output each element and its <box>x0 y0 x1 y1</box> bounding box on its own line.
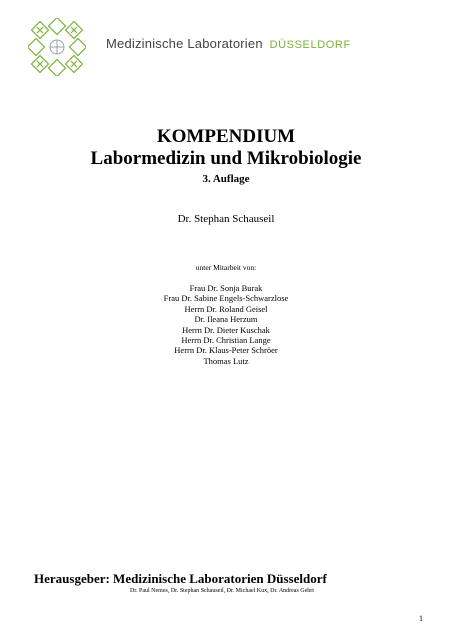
collaborator-name: Herrn Dr. Klaus-Peter Schröer <box>174 345 278 356</box>
author-name: Dr. Stephan Schauseil <box>177 213 275 225</box>
collaborator-name: Herrn Dr. Roland Geisel <box>184 303 268 314</box>
document-header <box>28 18 408 76</box>
collaborator-name: Frau Dr. Sonja Burak <box>189 283 263 293</box>
collaboration-label: unter Mitarbeit von: <box>195 263 257 272</box>
document-subtitle: Labormedizin und Mikrobiologie <box>90 148 362 169</box>
lab-name-text: Medizinische Laboratorien <box>106 36 263 51</box>
collaborator-name: Herrn Dr. Christian Lange <box>181 335 271 346</box>
publisher-title: Herausgeber: Medizinische Laboratorien Düsseldorf <box>34 571 327 586</box>
editors-list: Dr. Paul Nemes, Dr. Stephan Schauseil, Dr. Michael Kux, Dr. Andreas Gehrt <box>130 588 314 594</box>
collaborator-list <box>0 283 452 366</box>
page-number: 1 <box>419 614 423 623</box>
title-block <box>0 126 452 185</box>
collaborator-name: Thomas Lutz <box>203 355 249 366</box>
collaborator-name: Herrn Dr. Dieter Kuschak <box>182 324 270 335</box>
lab-name <box>106 36 351 51</box>
edition-label: 3. Auflage <box>202 173 250 185</box>
lab-city: DÜSSELDORF <box>269 39 351 51</box>
collaborator-name: Frau Dr. Sabine Engels-Schwarzlose <box>163 293 289 304</box>
collaborator-name: Dr. Ileana Herzum <box>194 314 258 325</box>
document-title: KOMPENDIUM <box>156 126 296 147</box>
lab-logo-icon <box>28 18 86 76</box>
